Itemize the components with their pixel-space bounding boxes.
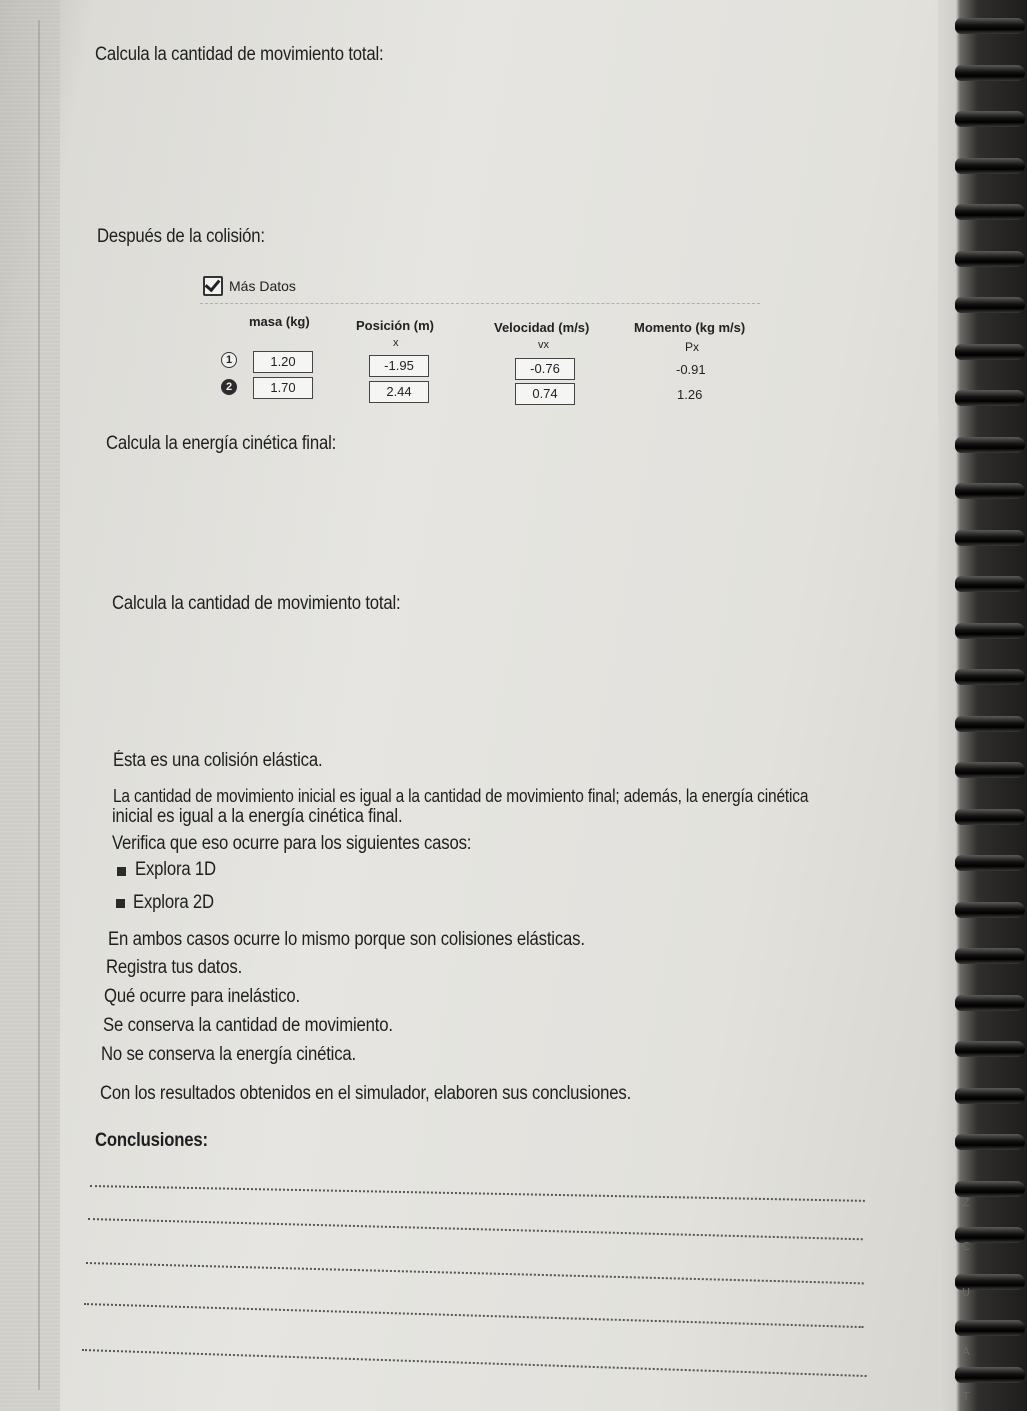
mas-datos-checkbox[interactable] <box>203 276 223 296</box>
bullet-2 <box>116 899 125 908</box>
spiral-ring <box>955 995 1025 1011</box>
position-2-field[interactable]: 2.44 <box>369 381 429 403</box>
mass-2-field[interactable]: 1.70 <box>253 377 313 399</box>
answer-line-5 <box>82 1349 867 1377</box>
spiral-ring <box>955 18 1025 34</box>
momentum-1-value: -0.91 <box>676 362 706 377</box>
side-letter-c: C <box>962 1240 970 1253</box>
spiral-ring <box>955 1320 1025 1336</box>
velocity-1-field[interactable]: -0.76 <box>515 358 575 380</box>
text-line-9: No se conserva la energía cinética. <box>101 1044 357 1065</box>
spiral-ring <box>955 344 1025 360</box>
velocity-2-field[interactable]: 0.74 <box>515 383 575 405</box>
spiral-ring <box>955 65 1025 81</box>
col-sub-position: x <box>393 337 399 349</box>
heading-momentum-total-1: Calcula la cantidad de movimiento total: <box>95 44 384 65</box>
heading-momentum-total-2: Calcula la cantidad de movimiento total: <box>112 593 401 614</box>
spiral-ring <box>955 902 1025 918</box>
spiral-ring <box>955 483 1025 499</box>
side-letter-a: A <box>962 1345 970 1358</box>
spiral-ring <box>955 809 1025 825</box>
bullet-explora-2d: Explora 2D <box>133 892 214 913</box>
side-letter-z: Z <box>962 1196 970 1209</box>
answer-line-1 <box>90 1185 865 1202</box>
text-line-8: Se conserva la cantidad de movimiento. <box>103 1015 393 1036</box>
momentum-2-value: 1.26 <box>677 387 703 402</box>
col-header-velocity: Velocidad (m/s) <box>494 320 590 335</box>
spiral-ring <box>955 1134 1025 1150</box>
spiral-ring <box>955 623 1025 639</box>
ball-2-badge: 2 <box>221 379 237 395</box>
text-line-1: Ésta es una colisión elástica. <box>113 750 323 771</box>
spiral-ring <box>955 1088 1025 1104</box>
page-left-edge <box>0 0 60 1411</box>
text-line-5: En ambos casos ocurre lo mismo porque son colisiones elásticas. <box>108 929 585 950</box>
spiral-ring <box>955 762 1025 778</box>
spiral-ring <box>955 204 1025 220</box>
spiral-ring <box>955 1367 1025 1383</box>
text-line-6: Registra tus datos. <box>106 957 243 978</box>
col-header-momentum: Momento (kg m/s) <box>634 320 746 335</box>
text-line-3: inicial es igual a la energía cinética final. <box>112 806 403 827</box>
bullet-1 <box>117 867 126 876</box>
col-header-position: Posición (m) <box>356 318 435 333</box>
position-1-field[interactable]: -1.95 <box>369 355 429 377</box>
col-sub-velocity: vx <box>538 339 549 351</box>
mas-datos-label: Más Datos <box>229 278 296 294</box>
spiral-ring <box>955 390 1025 406</box>
text-line-4: Verifica que eso ocurre para los siguientes casos: <box>112 833 472 854</box>
spiral-ring <box>955 530 1025 546</box>
ball-1-badge: 1 <box>221 352 237 368</box>
spiral-ring <box>955 1181 1025 1197</box>
spiral-ring <box>955 855 1025 871</box>
spiral-ring <box>955 251 1025 267</box>
spiral-ring <box>955 1041 1025 1057</box>
col-sub-momentum: Px <box>685 340 700 354</box>
answer-line-4 <box>84 1303 864 1328</box>
spiral-ring <box>955 716 1025 732</box>
spiral-ring <box>955 576 1025 592</box>
page-margin-line <box>38 20 40 1390</box>
mass-1-field[interactable]: 1.20 <box>253 351 313 373</box>
bullet-explora-1d: Explora 1D <box>135 859 216 880</box>
answer-line-3 <box>86 1262 864 1284</box>
heading-kinetic-energy-final: Calcula la energía cinética final: <box>106 433 337 454</box>
answer-line-2 <box>88 1218 863 1240</box>
spiral-ring <box>955 158 1025 174</box>
bleed-through-text <box>620 540 626 566</box>
text-line-2: La cantidad de movimiento inicial es igual a la cantidad de movimiento final; además, la energía cinética <box>113 786 809 806</box>
conclusions-label: Conclusiones: <box>95 1130 208 1151</box>
col-header-mass: masa (kg) <box>249 314 310 329</box>
spiral-ring <box>955 948 1025 964</box>
side-letter-t: T <box>962 1390 970 1403</box>
spiral-ring <box>955 111 1025 127</box>
spiral-ring <box>955 669 1025 685</box>
spiral-ring <box>955 297 1025 313</box>
heading-after-collision: Después de la colisión: <box>97 226 265 247</box>
side-letter-u: U <box>961 1286 971 1299</box>
spiral-ring <box>955 437 1025 453</box>
panel-divider <box>200 303 760 304</box>
text-line-10: Con los resultados obtenidos en el simulador, elaboren sus conclusiones. <box>100 1083 632 1104</box>
text-line-7: Qué ocurre para inelástico. <box>104 986 301 1007</box>
